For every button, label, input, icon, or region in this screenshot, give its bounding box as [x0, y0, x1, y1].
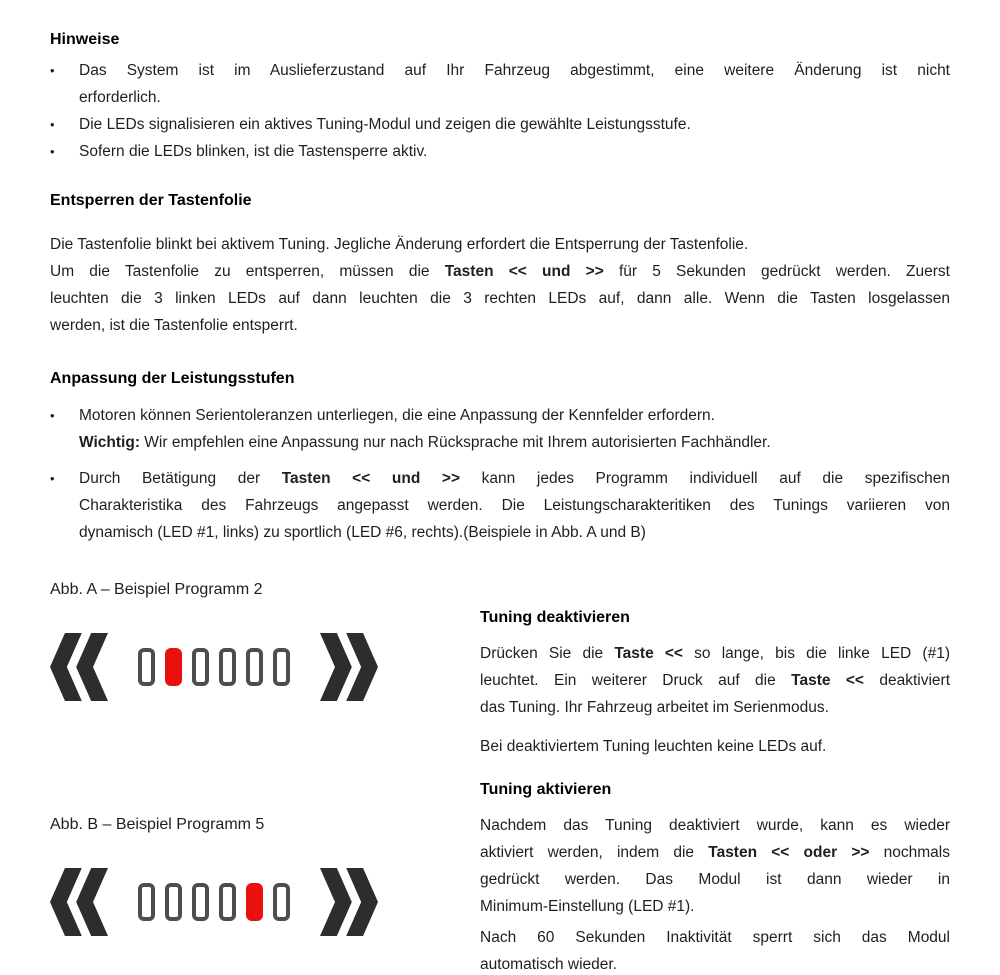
list-item [50, 402, 950, 456]
bullet-icon: • [50, 144, 55, 159]
emphasis-text: Taste << [614, 645, 683, 662]
bullet-icon: • [50, 471, 55, 486]
bullet-text [79, 402, 950, 456]
led-inactive [246, 648, 263, 686]
bullet-text: Die LEDs signalisieren ein aktives Tuning-Modul und zeigen die gewählte Leistungsstufe. [79, 116, 691, 133]
paragraph [480, 924, 950, 975]
text-line: Nachdem das Tuning deaktiviert wurde, kann es wieder [480, 817, 950, 834]
heading-entsperren: Entsperren der Tastenfolie [50, 192, 252, 209]
led-row [138, 648, 290, 686]
led-inactive [192, 883, 209, 921]
text-line: Motoren können Serientoleranzen unterliegen, die eine Anpassung der Kennfelder erfordern. [79, 407, 715, 424]
text-line: Das System ist im Auslieferzustand auf Ihr Fahrzeug abgestimmt, eine weitere Änderung ist nicht [79, 62, 950, 79]
text-segment: für 5 Sekunden gedrückt werden. Zuerst [603, 263, 950, 280]
led-inactive [138, 883, 155, 921]
bullet-icon: • [50, 117, 55, 132]
text-line [79, 429, 950, 456]
text-line: dynamisch (LED #1, links) zu sportlich (LED #6, rechts).(Beispiele in Abb. A und B) [79, 524, 646, 541]
led-inactive [165, 883, 182, 921]
text-segment: aktiviert werden, indem die [480, 844, 709, 861]
instructions-column [480, 576, 950, 975]
text-segment: Durch Betätigung der [79, 470, 282, 487]
hinweise-bullet-list [50, 57, 950, 165]
text-line [480, 839, 950, 866]
emphasis-text: Tasten << und >> [281, 470, 461, 487]
text-line: Minimum-Einstellung (LED #1). [480, 898, 695, 915]
led-display-a [50, 633, 480, 701]
figure-a [50, 576, 480, 701]
emphasis-text: Tasten << und >> [444, 263, 604, 280]
text-segment: Um die Tastenfolie zu entsperren, müssen die [50, 263, 445, 280]
chevrons-right-icon [320, 633, 378, 701]
text-line: werden, ist die Tastenfolie entsperrt. [50, 317, 298, 334]
bullet-icon: • [50, 408, 55, 423]
text-line [480, 667, 950, 694]
chevrons-left-icon [50, 633, 108, 701]
text-line [480, 640, 950, 667]
text-line: gedrückt werden. Das Modul ist dann wieder in [480, 871, 950, 888]
emphasis-text: Taste << [791, 672, 864, 689]
led-display-b [50, 868, 480, 936]
led-row [138, 883, 290, 921]
heading-anpassung: Anpassung der Leistungsstufen [50, 370, 295, 387]
emphasis-text: Tasten << oder >> [708, 844, 870, 861]
figure-a-label: Abb. A – Beispiel Programm 2 [50, 581, 263, 598]
bullet-text: Sofern die LEDs blinken, ist die Tastensperre aktiv. [79, 143, 428, 160]
list-item [50, 57, 950, 111]
heading-deaktivieren: Tuning deaktivieren [480, 609, 630, 626]
text-line [50, 258, 950, 285]
heading-hinweise: Hinweise [50, 31, 120, 48]
paragraph [480, 812, 950, 920]
list-item [50, 465, 950, 546]
list-item [50, 138, 950, 165]
list-item [50, 111, 950, 138]
emphasis-text: Wichtig: [79, 434, 140, 451]
chevrons-right-icon [320, 868, 378, 936]
led-inactive [273, 648, 290, 686]
led-inactive [273, 883, 290, 921]
section-anpassung [50, 369, 950, 546]
bullet-text [79, 57, 950, 111]
led-inactive [192, 648, 209, 686]
heading-aktivieren: Tuning aktivieren [480, 781, 612, 798]
text-line: Nach 60 Sekunden Inaktivität sperrt sich das Modul [480, 929, 950, 946]
chevrons-left-icon [50, 868, 108, 936]
led-active [246, 883, 263, 921]
text-line: erforderlich. [79, 89, 161, 106]
figures-and-instructions [50, 576, 950, 975]
text-line: automatisch wieder. [480, 956, 617, 973]
text-segment: Drücken Sie die [480, 645, 615, 662]
bullet-icon: • [50, 63, 55, 78]
bullet-text [79, 465, 950, 546]
led-inactive [219, 648, 236, 686]
text-segment: nochmals [869, 844, 950, 861]
text-line: das Tuning. Ihr Fahrzeug arbeitet im Serienmodus. [480, 699, 829, 716]
text-segment: Wir empfehlen eine Anpassung nur nach Rücksprache mit Ihrem autorisierten Fachhändler. [140, 434, 771, 451]
text-segment: leuchtet. Ein weiterer Druck auf die [480, 672, 792, 689]
paragraph [50, 258, 950, 339]
paragraph [480, 640, 950, 721]
text-line [79, 465, 950, 492]
text-line: Charakteristika des Fahrzeugs angepasst werden. Die Leistungscharakteritiken des Tunings variieren von [79, 497, 950, 514]
paragraph: Bei deaktiviertem Tuning leuchten keine LEDs auf. [480, 738, 827, 755]
text-line: leuchten die 3 linken LEDs auf dann leuchten die 3 rechten LEDs auf, dann alle. Wenn die Tasten losgelassen [50, 290, 950, 307]
section-hinweise [50, 30, 950, 165]
section-entsperren [50, 191, 950, 339]
figures-column [50, 576, 480, 975]
led-inactive [219, 883, 236, 921]
led-active [165, 648, 182, 686]
figure-b-label: Abb. B – Beispiel Programm 5 [50, 816, 265, 833]
text-segment: kann jedes Programm individuell auf die spezifischen [460, 470, 950, 487]
text-segment: so lange, bis die linke LED (#1) [683, 645, 950, 662]
led-inactive [138, 648, 155, 686]
text-segment: deaktiviert [863, 672, 950, 689]
paragraph: Die Tastenfolie blinkt bei aktivem Tuning. Jegliche Änderung erfordert die Entsperrung der Tastenfolie. [50, 236, 749, 253]
figure-b [50, 811, 480, 936]
